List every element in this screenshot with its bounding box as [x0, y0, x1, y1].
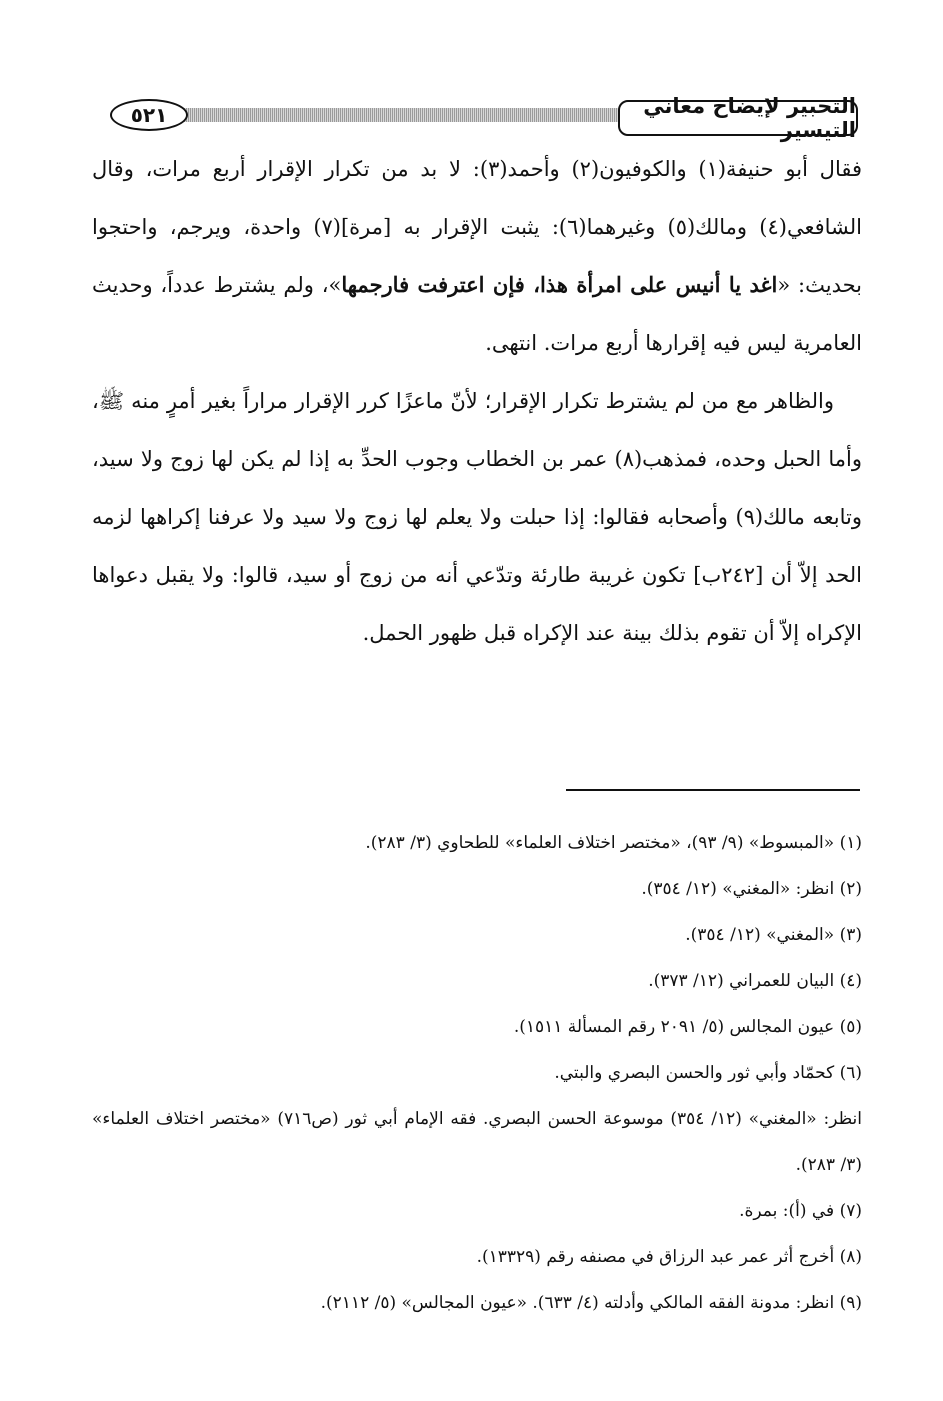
paragraph-1	[92, 140, 862, 372]
footnote-5: (٥) عيون المجالس (٥/ ٢٠٩١ رقم المسألة ١٥١١).	[513, 1017, 862, 1037]
page-header	[92, 96, 858, 142]
footnote-3: (٣) «المغني» (١٢/ ٣٥٤).	[685, 925, 862, 945]
footnote-separator	[566, 789, 860, 791]
footnote-1: (١) «المبسوط» (٩/ ٩٣)، «مختصر اختلاف العلماء» للطحاوي (٣/ ٢٨٣).	[365, 833, 862, 853]
footnote-9: (٩) انظر: مدونة الفقه المالكي وأدلته (٤/ ٦٣٣). «عيون المجالس» (٥/ ٢١١٢).	[320, 1293, 862, 1313]
page-number: ٥٢١	[110, 99, 188, 131]
footnote-6: (٦) كحمّاد وأبي ثور والحسن البصري والبتي.	[554, 1063, 862, 1083]
header-decorative-band	[162, 108, 618, 122]
footnote-2: (٢) انظر: «المغني» (١٢/ ٣٥٤).	[641, 879, 862, 899]
footnote-6-continued: انظر: «المغني» (١٢/ ٣٥٤) موسوعة الحسن البصري. فقه الإمام أبي ثور (ص٧١٦) «مختصر اختلاف العلماء» (٣/ ٢٨٣).	[92, 1109, 862, 1175]
footnotes	[92, 820, 862, 1326]
paragraph-2: والظاهر مع من لم يشترط تكرار الإقرار؛ لأنّ ماعزًا كرر الإقرار مراراً بغير أمرٍ منه ﷺ، وأما الحبل وحده، فمذهب(٨) عمر بن الخطاب وجوب الحدِّ به إذا لم يكن لها زوج ولا سيد، وتابعه مالك(٩) وأصحابه فقالوا: إذا حبلت ولا يعلم لها زوج ولا سيد ولا عرفنا إكراهها لزمه الحد إلاّ أن [٢٤٢ب] تكون غريبة طارئة وتدّعي أنه من زوج أو سيد، قالوا: ولا يقبل دعواها الإكراه إلاّ أن تقوم بذلك بينة عند الإكراه قبل ظهور الحمل.	[92, 389, 862, 645]
hadith-quote: اغد يا أنيس على امرأة هذا، فإن اعترفت فارجمها	[341, 272, 778, 297]
paragraph-1-text-b: »، ولم يشترط عدداً، وحديث العامرية ليس فيه إقرارها أربع مرات. انتهى.	[92, 273, 862, 355]
book-title: التحبير لإيضاح معاني التيسير	[618, 100, 858, 136]
footnote-4: (٤) البيان للعمراني (١٢/ ٣٧٣).	[648, 971, 862, 991]
footnote-8: (٨) أخرج أثر عمر عبد الرزاق في مصنفه رقم (١٣٣٢٩).	[476, 1247, 862, 1267]
main-text	[92, 140, 862, 662]
paragraph-1-text-a: فقال أبو حنيفة(١) والكوفيون(٢) وأحمد(٣): لا بد من تكرار الإقرار أربع مرات، وقال الشافعي(٤) ومالك(٥) وغيرهما(٦): يثبت الإقرار به [مرة](٧) واحدة، ويرجم، واحتجوا بحديث: «	[92, 157, 862, 297]
footnote-7: (٧) في (أ): بمرة.	[739, 1201, 862, 1221]
